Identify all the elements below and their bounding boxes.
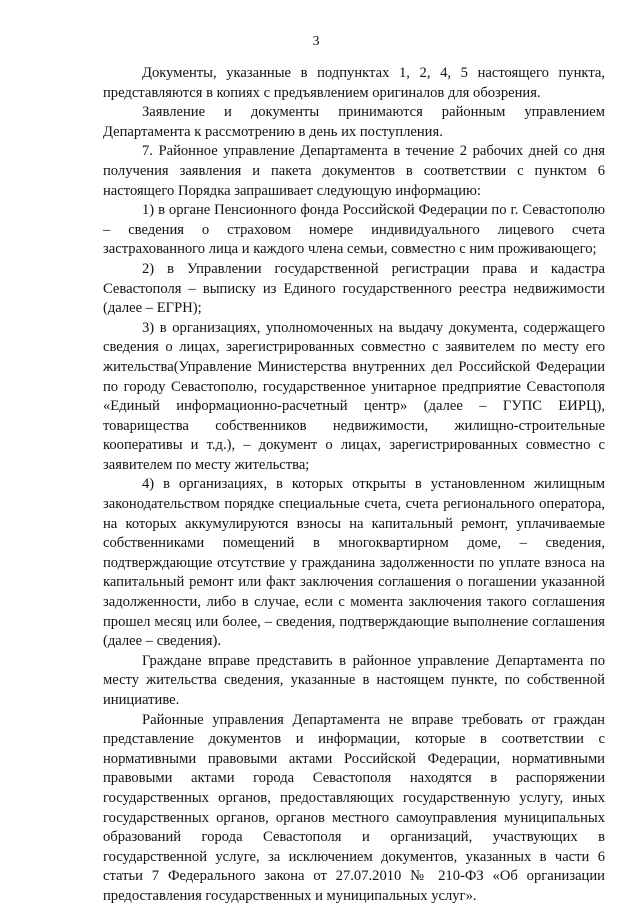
paragraph-subitem-2: 2) в Управлении государственной регистрации права и кадастра Севастополя – выписку из Единого государственного реестра недвижимости (далее – ЕГРН);: [103, 260, 605, 317]
paragraph-subitem-3: 3) в организациях, уполномоченных на выдачу документа, содержащего сведения о лицах, зарегистрированных совместно с заявителем по месту его жительства(Управление Министерства внутренних дел Российской Федерации по городу Севастополю, государственное унитарное предприятие Севастополя «Единый информационно-расчетный центр» (далее – ГУПС ЕИРЦ), товарищества собственников недвижимости, жилищно-строительные кооперативы и т.д.), – документ о лицах, зарегистрированных совместно с заявителем по месту жительства;: [103, 319, 605, 473]
page-number: 3: [312, 34, 320, 49]
paragraph-citizens-right: Граждане вправе представить в районное управление Департамента по месту жительства сведения, указанные в настоящем пункте, по собственной инициативе.: [103, 652, 605, 708]
paragraph-subitem-1: 1) в органе Пенсионного фонда Российской Федерации по г. Севастополю – сведения о страховом номере индивидуального лицевого счета застрахованного лица и каждого члена семьи, совместно с ним проживающего;: [103, 202, 605, 258]
document-body: [103, 64, 605, 907]
paragraph-acceptance: Заявление и документы принимаются районным управлением Департамента к рассмотрению в день их поступления.: [103, 104, 605, 140]
paragraph-documents-copies: Документы, указанные в подпунктах 1, 2, 4, 5 настоящего пункта, представляются в копиях с предъявлением оригиналов для обозрения.: [103, 65, 605, 101]
paragraph-subitem-4: 4) в организациях, в которых открыты в установленном жилищным законодательством порядке специальные счета, счета регионального оператора, на которых аккумулируются взносы на капитальный ремонт, уплачиваемые собственниками помещений в многоквартирном доме, – сведения, подтверждающие отсутствие у гражданина задолженности по уплате взноса на капитальный ремонт или факт заключения соглашения о погашении указанной задолженности, либо в случае, если с момента заключения такого соглашения прошел месяц или более, – сведения, подтверждающие выполнение соглашения (далее – сведения).: [103, 476, 605, 650]
paragraph-item-7: 7. Районное управление Департамента в течение 2 рабочих дней со дня получения заявления и пакета документов в соответствии с пунктом 6 настоящего Порядка запрашивает следующую информацию:: [103, 143, 605, 199]
paragraph-restrictions: Районные управления Департамента не вправе требовать от граждан представление документов и информации, которые в соответствии с нормативными правовыми актами Российской Федерации, нормативными правовыми актами города Севастополя находятся в распоряжении государственных органов, предоставляющих государственную услугу, иных государственных органов, органов местного самоуправления муниципальных образований города Севастополя и организаций, участвующих в государственной услуге, за исключением документов, указанных в части 6 статьи 7 Федерального закона от 27.07.2010 № 210-ФЗ «Об организации предоставления государственных и муниципальных услуг».: [103, 711, 605, 904]
